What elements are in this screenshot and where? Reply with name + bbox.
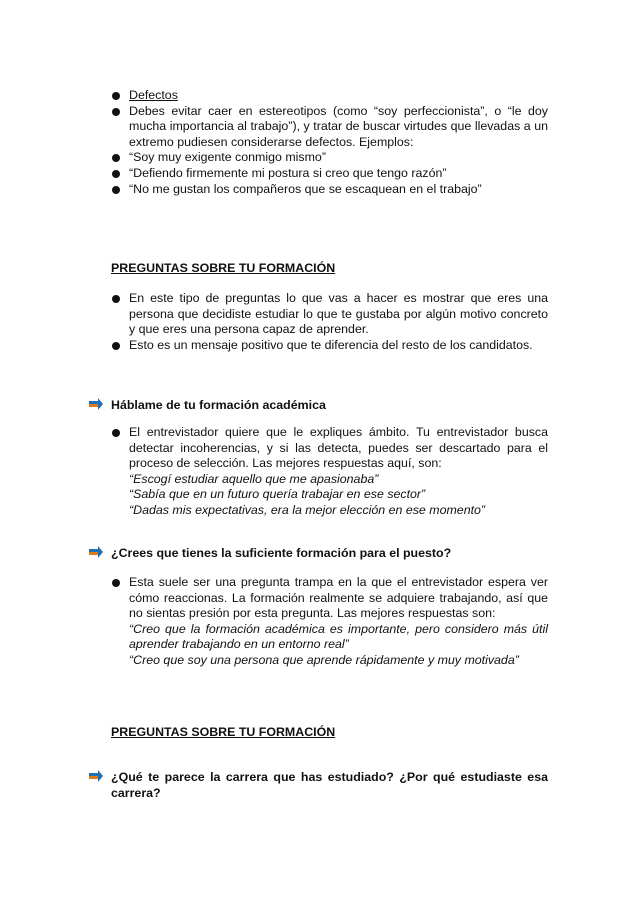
q2-text: Esta suele ser una pregunta trampa en la que el entrevistador espera ver cómo reaccionas. La formación realmente se adquiere trabajando, así que no sientas presión por esta pregunta. Las mejores respuestas son: [129, 575, 548, 621]
question-formacion-academica [111, 397, 548, 413]
defects-list-block [111, 88, 548, 197]
defects-list [111, 88, 548, 197]
list-item [111, 575, 548, 669]
q1-text: El entrevistador quiere que le expliques ámbito. Tu entrevistador busca detectar incoherencias, y si las detecta, puedes ser descartado para el proceso de selección. Las mejores respuestas aquí, son: [129, 425, 548, 471]
list-item: “Soy muy exigente conmigo mismo” [111, 150, 548, 166]
defects-heading: Defectos [129, 88, 178, 102]
question-title: ¿Qué te parece la carrera que has estudiado? ¿Por qué estudiaste esa carrera? [111, 770, 548, 800]
list-item: Debes evitar caer en estereotipos (como “soy perfeccionista”, o “le doy mucha importancia al trabajo”), y tratar de buscar virtudes que llevadas a un extremo pudiesen considerarse defectos. Ejemplos: [111, 104, 548, 151]
list-item: En este tipo de preguntas lo que vas a hacer es mostrar que eres una persona que decidiste estudiar lo que te gustaba por algún motivo concreto y que eres una persona capaz de aprender. [111, 291, 548, 338]
q1-answer-block [111, 425, 548, 519]
list-item [111, 88, 548, 104]
list-item: “Defiendo firmemente mi postura si creo que tengo razón” [111, 166, 548, 182]
q1-quote: “Dadas mis expectativas, era la mejor elección en ese momento” [129, 502, 486, 517]
arrow-bullet-icon [89, 770, 103, 782]
section-title-formacion-2: PREGUNTAS SOBRE TU FORMACIÓN [111, 725, 336, 739]
q2-answer-block [111, 575, 548, 669]
list-item [111, 425, 548, 519]
section-title-formacion: PREGUNTAS SOBRE TU FORMACIÓN [111, 261, 336, 275]
arrow-bullet-icon [89, 546, 103, 558]
q1-quote: “Escogí estudiar aquello que me apasionaba” [129, 471, 379, 486]
q1-list [111, 425, 548, 519]
question-carrera [111, 769, 548, 801]
formacion-list-block [111, 291, 548, 353]
q2-quote: “Creo que soy una persona que aprende rápidamente y muy motivada” [129, 652, 519, 667]
q2-list [111, 575, 548, 669]
arrow-bullet-icon [89, 398, 103, 410]
list-item: “No me gustan los compañeros que se escaquean en el trabajo” [111, 182, 548, 198]
q2-quote: “Creo que la formación académica es importante, pero considero más útil aprender trabajando en un entorno real” [129, 621, 548, 652]
question-title: Háblame de tu formación académica [111, 398, 326, 412]
q1-quote: “Sabía que en un futuro quería trabajar en ese sector” [129, 487, 426, 502]
formacion-list [111, 291, 548, 353]
question-title: ¿Crees que tienes la suficiente formación para el puesto? [111, 546, 452, 560]
list-item: Esto es un mensaje positivo que te diferencia del resto de los candidatos. [111, 338, 548, 354]
question-suficiente-formacion [111, 545, 548, 561]
